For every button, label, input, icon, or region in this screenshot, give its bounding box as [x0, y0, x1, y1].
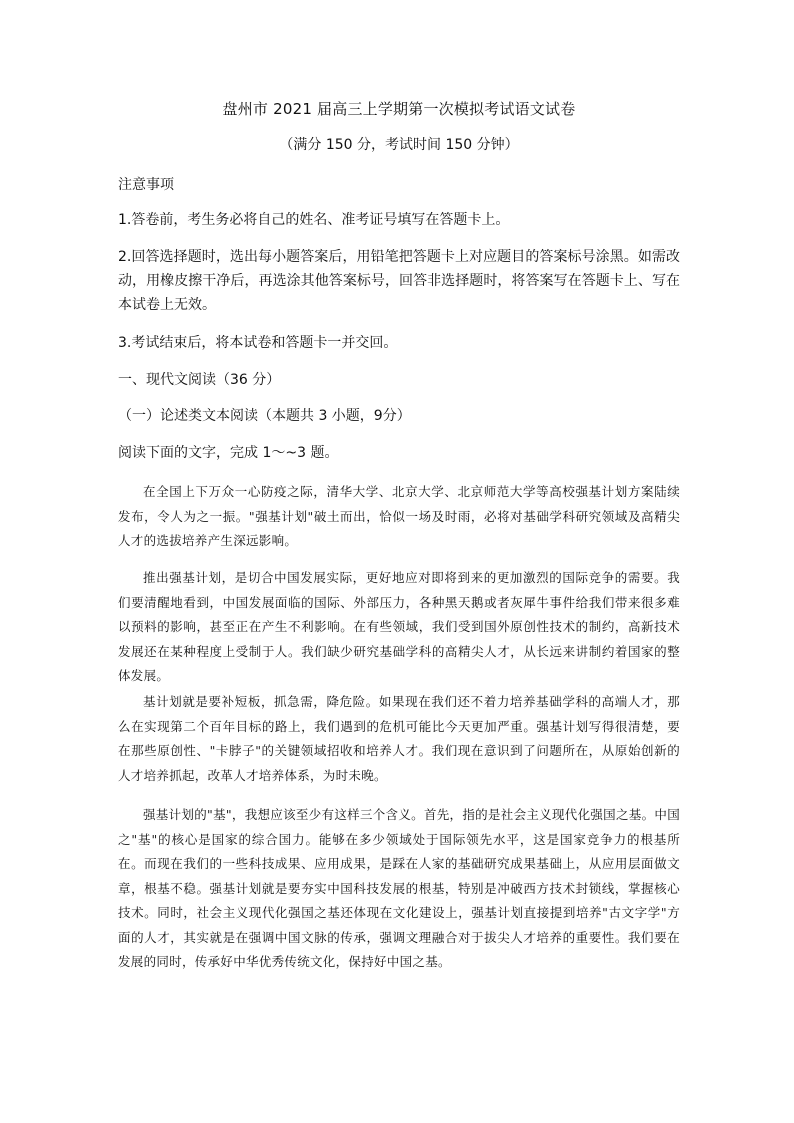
passage-paragraph-1: 在全国上下万众一心防疫之际，清华大学、北京大学、北京师范大学等高校强基计划方案陆续发布，令人为之一振。"强基计划"破土而出，恰似一场及时雨，必将对基础学科研究领域及高精尖人才的选拔培养产生深远影响。 [118, 484, 680, 548]
notice-item-1: 1.答卷前，考生务必将自己的姓名、准考证号填写在答题卡上。 [118, 212, 510, 228]
exam-page [118, 0, 680, 1123]
notice-item-3: 3.考试结束后，将本试卷和答题卡一并交回。 [118, 335, 398, 351]
exam-subtitle: （满分 150 分，考试时间 150 分钟） [279, 137, 519, 153]
notice-item-2: 2.回答选择题时，选出每小题答案后，用铅笔把答题卡上对应题目的答案标号涂黑。如需改动，用橡皮擦干净后，再选涂其他答案标号，回答非选择题时，将答案写在答题卡上、写在本试卷上无效。 [118, 249, 680, 313]
notice-heading: 注意事项 [118, 177, 174, 193]
passage-paragraph-4: 强基计划的"基"，我想应该至少有这样三个含义。首先，指的是社会主义现代化强国之基。中国之"基"的核心是国家的综合国力。能够在多少领域处于国际领先水平，这是国家竞争力的根基所在。而现在我们的一些科技成果、应用成果，是踩在人家的基础研究成果基础上，从应用层面做文章，根基不稳。强基计划就是要夯实中国科技发展的根基，特别是冲破西方技术封锁线，掌握核心技术。同时，社会主义现代化强国之基还体现在文化建设上，强基计划直接提到培养"古文字学"方面的人才，其实就是在强调中国文脉的传承，强调文理融合对于拔尖人才培养的重要性。我们要在发展的同时，传承好中华优秀传统文化，保持好中国之基。 [118, 807, 680, 969]
section-heading: 一、现代文阅读（36 分） [118, 372, 281, 388]
passage-paragraph-2: 推出强基计划，是切合中国发展实际，更好地应对即将到来的更加激烈的国际竞争的需要。我们要清醒地看到，中国发展面临的国际、外部压力，各种黑天鹅或者灰犀牛事件给我们带来很多难以预料的影响，甚至正在产生不利影响。在有些领域，我们受到国外原创性技术的制约，高新技术发展还在某种程度上受制于人。我们缺少研究基础学科的高精尖人才，从长远来讲制约着国家的整体发展。 [118, 570, 680, 683]
passage-paragraph-3: 基计划就是要补短板，抓急需，降危险。如果现在我们还不着力培养基础学科的高端人才，那么在实现第二个百年目标的路上，我们遇到的危机可能比今天更加严重。强基计划写得很清楚，要在那些原创性、"卡脖子"的关键领域招收和培养人才。我们现在意识到了问题所在，从原始创新的人才培养抓起，改革人才培养体系，为时未晚。 [118, 694, 680, 783]
section-sub-heading: （一）论述类文本阅读（本题共 3 小题，9分） [118, 408, 411, 424]
exam-title: 盘州市 2021 届高三上学期第一次模拟考试语文试卷 [222, 100, 576, 118]
reading-instruction: 阅读下面的文字，完成 1～~3 题。 [118, 445, 339, 461]
